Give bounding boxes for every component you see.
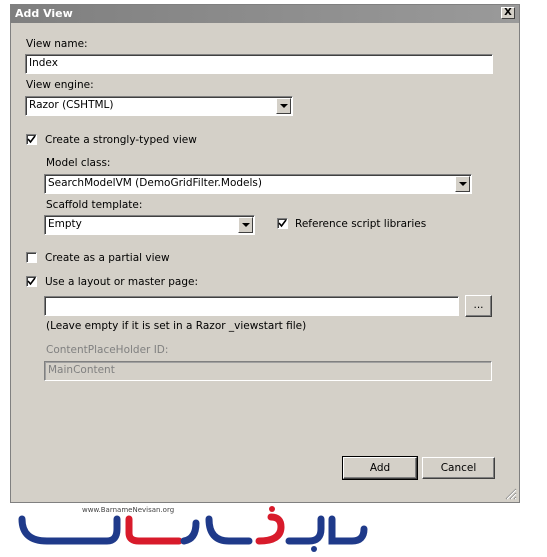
view-engine-value: Razor (CSHTML) bbox=[29, 99, 114, 111]
logo-graphic bbox=[14, 505, 374, 553]
content-placeholder-label: ContentPlaceHolder ID: bbox=[46, 344, 169, 356]
layout-hint-text: (Leave empty if it is set in a Razor _viewstart file) bbox=[46, 320, 307, 332]
model-class-value: SearchModelVM (DemoGridFilter.Models) bbox=[48, 177, 262, 189]
logo-url: www.BarnameNevisan.org bbox=[82, 506, 175, 514]
reference-scripts-label: Reference script libraries bbox=[295, 218, 427, 230]
checkmark-icon bbox=[278, 219, 287, 228]
layout-page-input[interactable] bbox=[44, 296, 459, 316]
close-icon: X bbox=[504, 7, 512, 18]
scaffold-template-select[interactable] bbox=[44, 215, 255, 235]
model-class-select[interactable] bbox=[44, 174, 472, 194]
view-name-input[interactable]: Index bbox=[25, 54, 493, 74]
scaffold-template-label: Scaffold template: bbox=[46, 199, 143, 211]
barnamenevisan-logo bbox=[14, 505, 374, 553]
dropdown-arrow-icon[interactable] bbox=[276, 98, 291, 114]
resize-grip-icon[interactable] bbox=[505, 488, 517, 500]
view-name-label: View name: bbox=[26, 38, 88, 50]
dialog-title: Add View bbox=[15, 7, 73, 20]
dropdown-arrow-icon[interactable] bbox=[455, 176, 470, 192]
layout-page-label: Use a layout or master page: bbox=[45, 276, 199, 288]
add-view-dialog bbox=[10, 4, 520, 503]
strongly-typed-label: Create a strongly-typed view bbox=[45, 134, 197, 146]
add-button[interactable]: Add bbox=[343, 457, 417, 479]
dropdown-arrow-icon[interactable] bbox=[238, 217, 253, 233]
cancel-button[interactable]: Cancel bbox=[422, 457, 495, 479]
reference-scripts-checkbox[interactable] bbox=[277, 218, 288, 229]
partial-view-label: Create as a partial view bbox=[45, 252, 170, 264]
checkmark-icon bbox=[27, 277, 36, 286]
browse-button[interactable]: ... bbox=[465, 295, 492, 317]
view-engine-label: View engine: bbox=[26, 79, 94, 91]
view-engine-select[interactable] bbox=[25, 96, 293, 116]
partial-view-checkbox[interactable] bbox=[26, 252, 37, 263]
checkmark-icon bbox=[27, 135, 36, 144]
content-placeholder-input[interactable]: MainContent bbox=[44, 361, 492, 381]
model-class-label: Model class: bbox=[46, 157, 111, 169]
scaffold-template-value: Empty bbox=[48, 218, 82, 230]
close-button[interactable] bbox=[501, 7, 515, 19]
strongly-typed-checkbox[interactable] bbox=[26, 134, 37, 145]
title-bar bbox=[11, 5, 519, 23]
layout-page-checkbox[interactable] bbox=[26, 276, 37, 287]
